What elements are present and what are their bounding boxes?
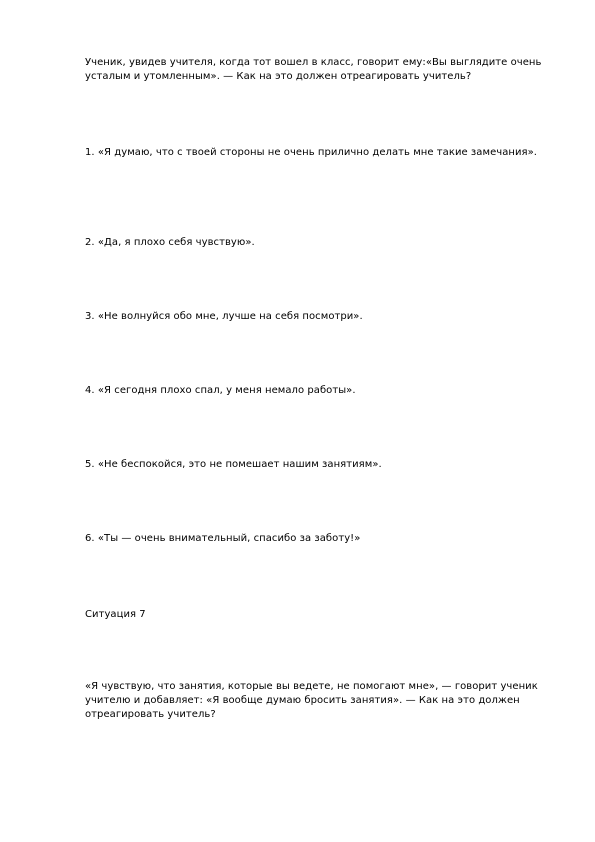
situation-title: Ситуация 7	[85, 609, 146, 620]
intro-paragraph: Ученик, увидев учителя, когда тот вошел в класс, говорит ему:«Вы выглядите очень усталым и утомленным». — Как на это должен отреагировать учитель?	[85, 57, 542, 82]
option-1: 1. «Я думаю, что с твоей стороны не очень прилично делать мне такие замечания».	[85, 147, 538, 158]
option-6: 6. «Ты — очень внимательный, спасибо за заботу!»	[85, 533, 361, 544]
option-5: 5. «Не беспокойся, это не помешает нашим занятиям».	[85, 459, 382, 470]
option-3: 3. «Не волнуйся обо мне, лучше на себя посмотри».	[85, 311, 363, 322]
situation-paragraph: «Я чувствую, что занятия, которые вы ведете, не помогают мне», — говорит ученик учителю и добавляет: «Я вообще думаю бросить занятия». — Как на это должен отреагировать учитель?	[85, 681, 538, 720]
option-4: 4. «Я сегодня плохо спал, у меня немало работы».	[85, 385, 356, 396]
option-2: 2. «Да, я плохо себя чувствую».	[85, 237, 255, 248]
